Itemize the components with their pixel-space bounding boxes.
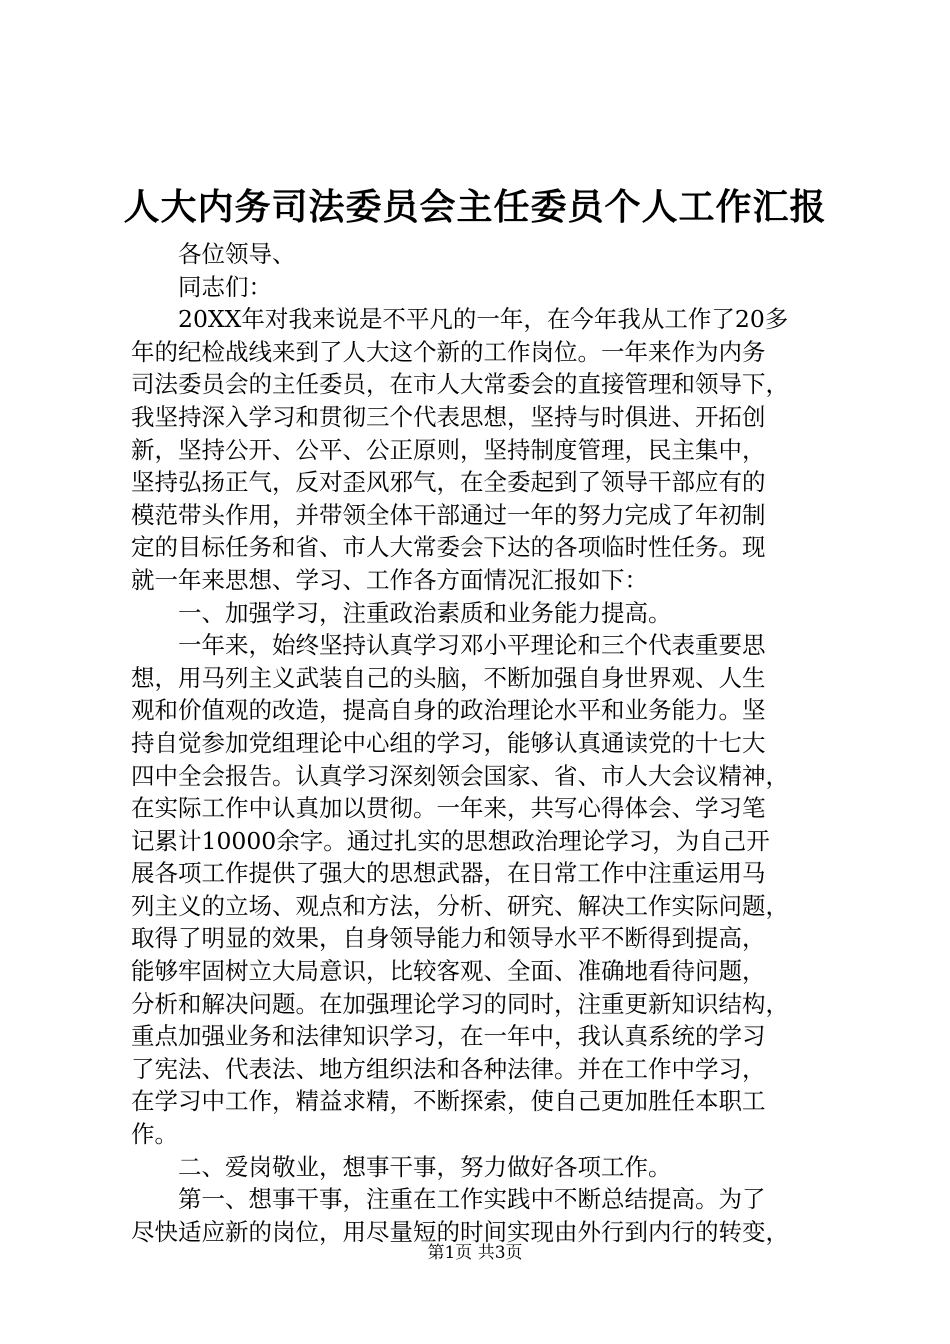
- text-line: 定的目标任务和省、市人大常委会下达的各项临时性任务。现: [131, 533, 766, 562]
- text-line: 展各项工作提供了强大的思想武器，在日常工作中注重运用马: [131, 859, 766, 888]
- text-line: 第一、想事干事，注重在工作实践中不断总结提高。为了: [131, 1185, 766, 1214]
- text-line: 模范带头作用，并带领全体干部通过一年的努力完成了年初制: [131, 500, 766, 529]
- text-line: 二、爱岗敬业，想事干事，努力做好各项工作。: [131, 1152, 672, 1181]
- text-line: 四中全会报告。认真学习深刻领会国家、省、市人大会议精神，: [131, 761, 789, 790]
- text-line: 各位领导、: [131, 240, 296, 268]
- text-line: 20XX年对我来说是不平凡的一年，在今年我从工作了20多: [131, 305, 789, 334]
- document-title: 人大内务司法委员会主任委员个人工作汇报: [123, 186, 827, 228]
- text-line: 新，坚持公开、公平、公正原则，坚持制度管理，民主集中，: [131, 435, 766, 464]
- text-line: 在学习中工作，精益求精，不断探索，使自己更加胜任本职工: [131, 1087, 766, 1116]
- text-line: 就一年来思想、学习、工作各方面情况汇报如下：: [131, 565, 648, 594]
- text-line: 同志们：: [131, 272, 272, 301]
- text-line: 了宪法、代表法、地方组织法和各种法律。并在工作中学习，: [131, 1054, 766, 1083]
- text-line: 列主义的立场、观点和方法，分析、研究、解决工作实际问题，: [131, 891, 789, 920]
- text-line: 年的纪检战线来到了人大这个新的工作岗位。一年来作为内务: [131, 337, 766, 366]
- document-body: [131, 238, 843, 1248]
- text-line: 在实际工作中认真加以贯彻。一年来，共写心得体会、学习笔: [131, 794, 766, 823]
- text-line: 司法委员会的主任委员，在市人大常委会的直接管理和领导下，: [131, 370, 789, 399]
- text-line: 坚持弘扬正气，反对歪风邪气，在全委起到了领导干部应有的: [131, 468, 766, 497]
- text-line: 持自觉参加党组理论中心组的学习，能够认真通读党的十七大: [131, 728, 766, 757]
- text-line: 想，用马列主义武装自己的头脑，不断加强自身世界观、人生: [131, 663, 766, 692]
- text-line: 分析和解决问题。在加强理论学习的同时，注重更新知识结构，: [131, 989, 789, 1018]
- text-line: 我坚持深入学习和贯彻三个代表思想，坚持与时俱进、开拓创: [131, 402, 766, 431]
- text-line: 作。: [131, 1120, 178, 1149]
- text-line: 能够牢固树立大局意识，比较客观、全面、准确地看待问题，: [131, 957, 766, 986]
- text-line: 重点加强业务和法律知识学习，在一年中，我认真系统的学习: [131, 1022, 766, 1051]
- text-line: 一年来，始终坚持认真学习邓小平理论和三个代表重要思: [131, 631, 766, 660]
- text-line: 尽快适应新的岗位，用尽量短的时间实现由外行到内行的转变，: [131, 1217, 789, 1246]
- page-footer: 第1页 共3页: [427, 1243, 523, 1263]
- text-line: 观和价值观的改造，提高自身的政治理论水平和业务能力。坚: [131, 696, 766, 725]
- text-line: 取得了明显的效果，自身领导能力和领导水平不断得到提高，: [131, 924, 766, 953]
- text-line: 一、加强学习，注重政治素质和业务能力提高。: [131, 598, 672, 627]
- text-line: 记累计10000余字。通过扎实的思想政治理论学习，为自己开: [131, 826, 770, 855]
